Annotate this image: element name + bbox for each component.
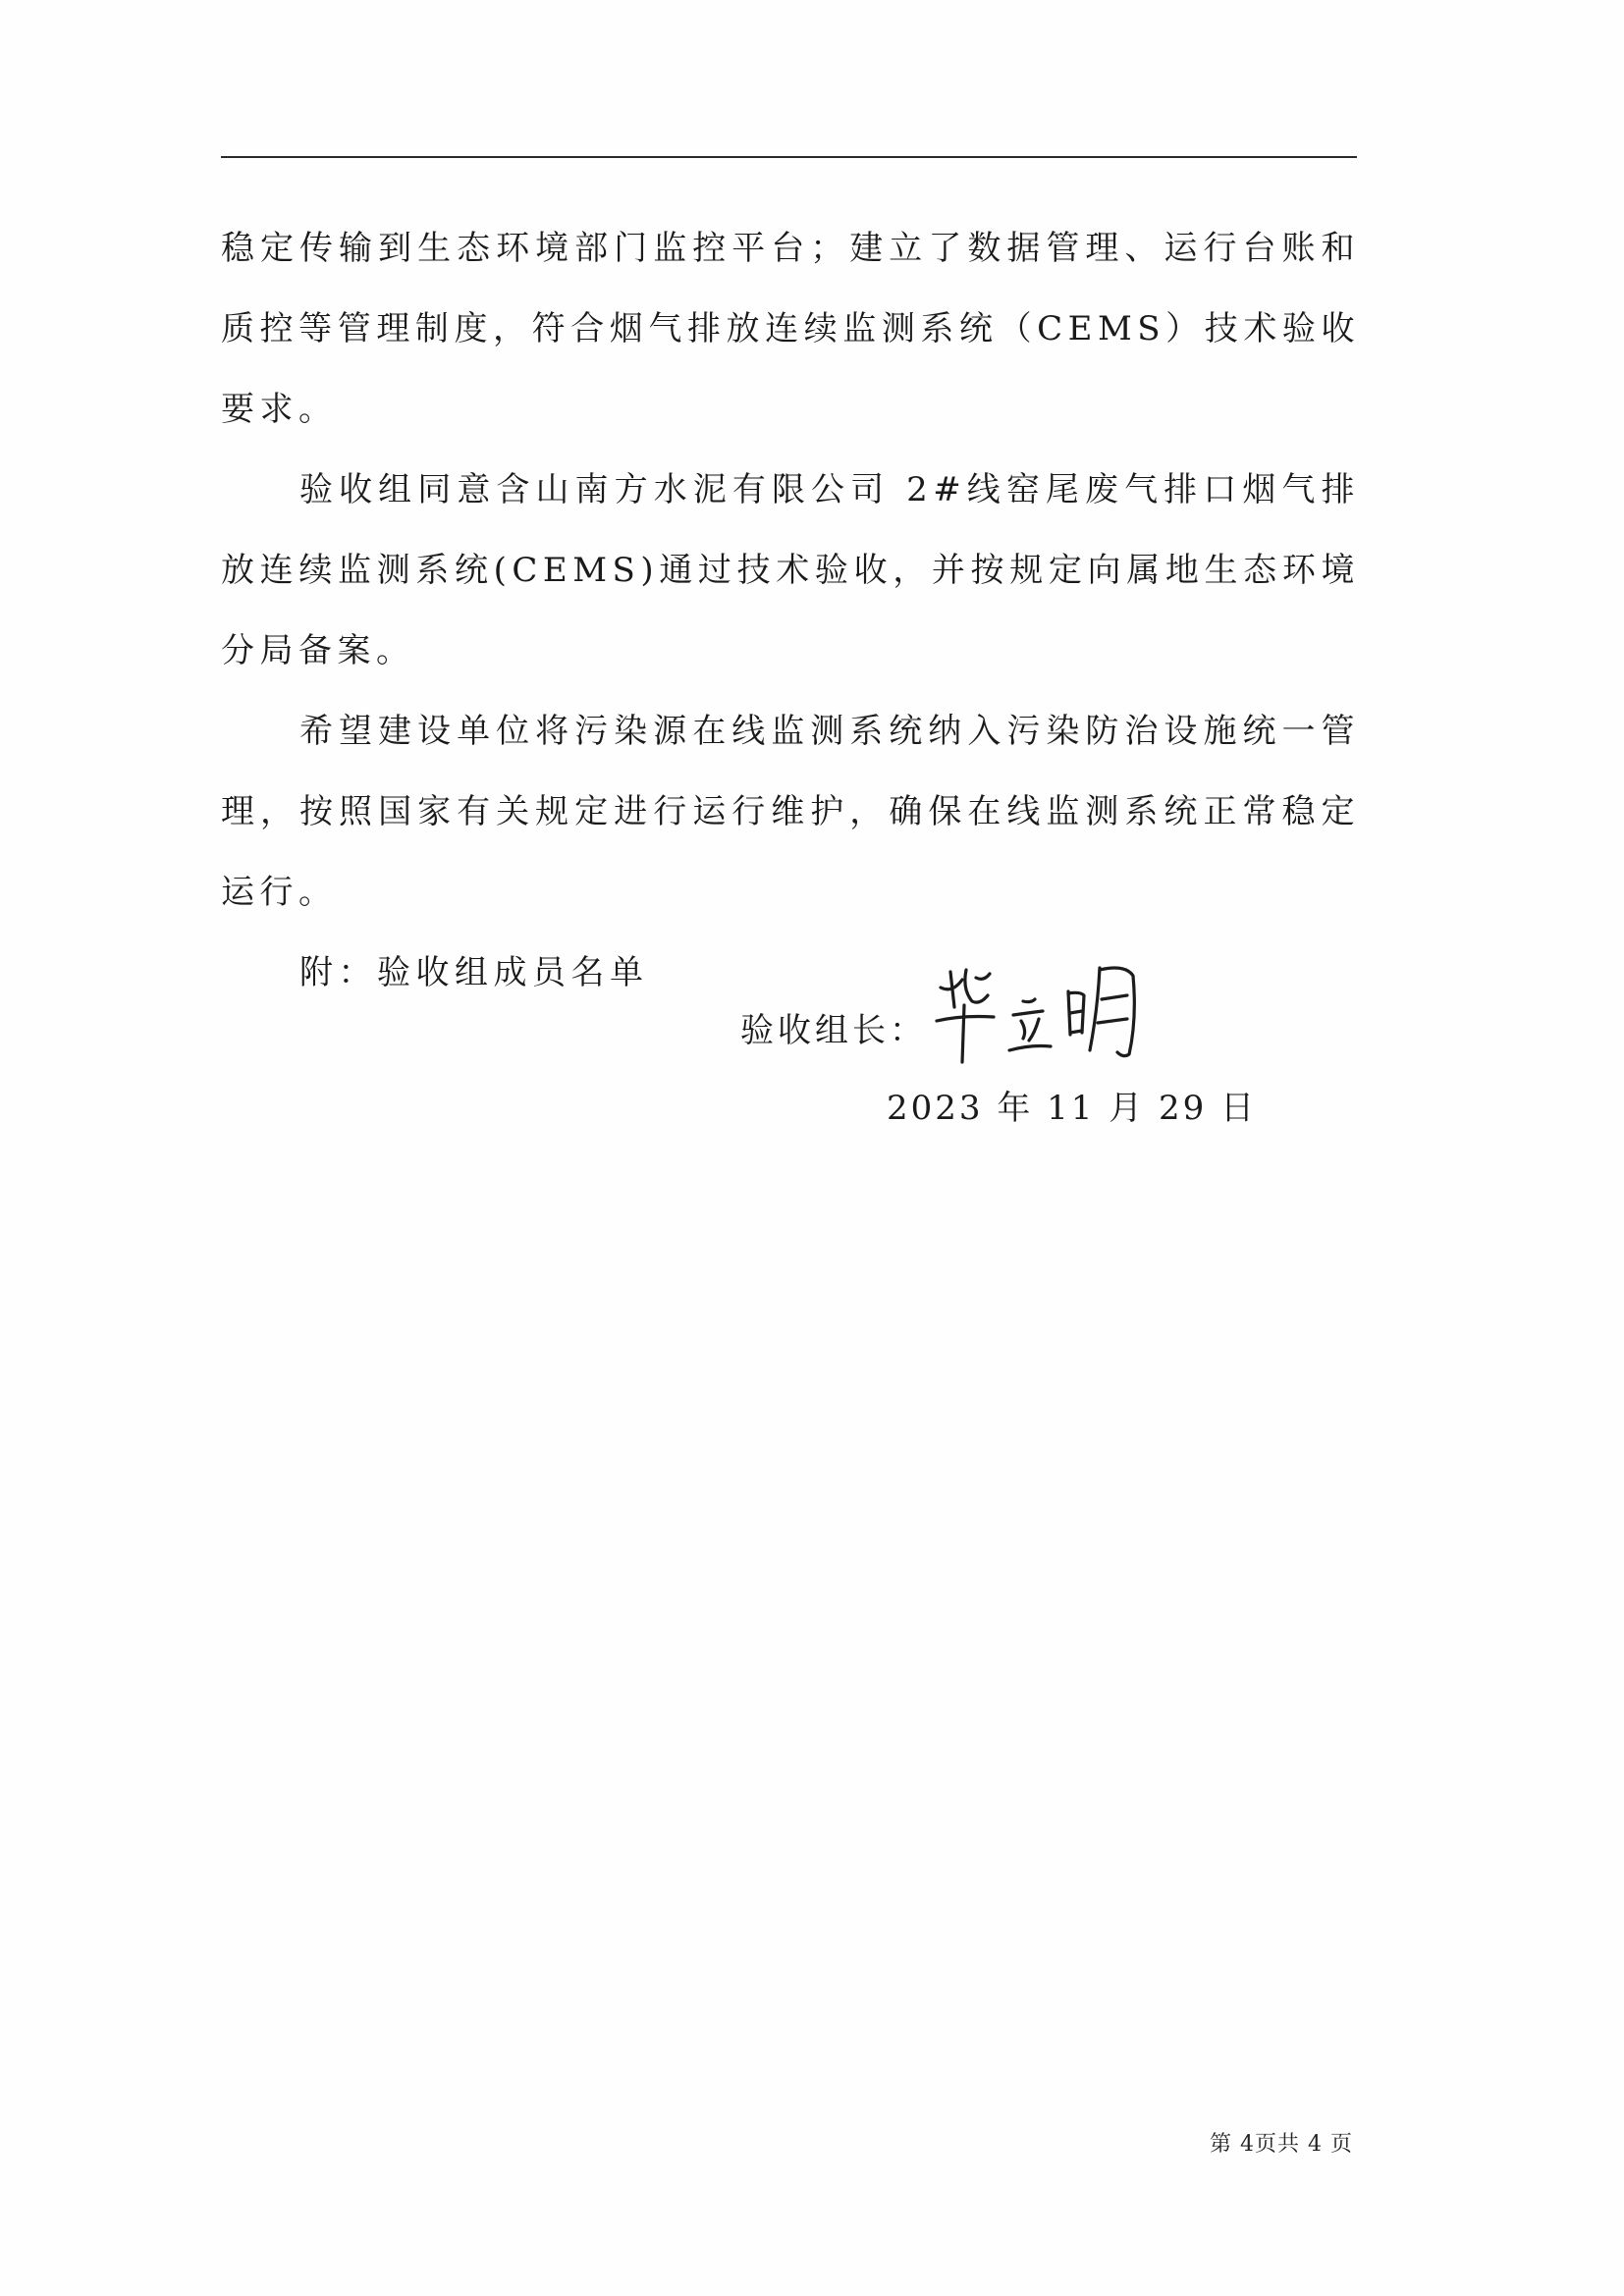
handwritten-signature [933, 960, 1149, 1068]
paragraph-attachment: 附：验收组成员名单 [299, 953, 649, 992]
paragraph-continuation: 稳定传输到生态环境部门监控平台；建立了数据管理、运行台账和质控等管理制度，符合烟气排放连续监测系统（CEMS）技术验收要求。 [221, 229, 1360, 429]
document-body [221, 208, 1360, 1013]
signature-date: 2023 年 11 月 29 日 [887, 1089, 1258, 1128]
page-number: 第 4页共 4 页 [1210, 2132, 1353, 2157]
paragraph-recommendation: 希望建设单位将污染源在线监测系统纳入污染防治设施统一管理，按照国家有关规定进行运行维护，确保在线监测系统正常稳定运行。 [221, 712, 1360, 912]
paragraph-approval: 验收组同意含山南方水泥有限公司 2#线窑尾废气排口烟气排放连续监测系统(CEMS)通过技术验收，并按规定向属地生态环境分局备案。 [221, 470, 1360, 670]
signature-label: 验收组长： [740, 1011, 927, 1050]
header-rule [221, 156, 1357, 158]
